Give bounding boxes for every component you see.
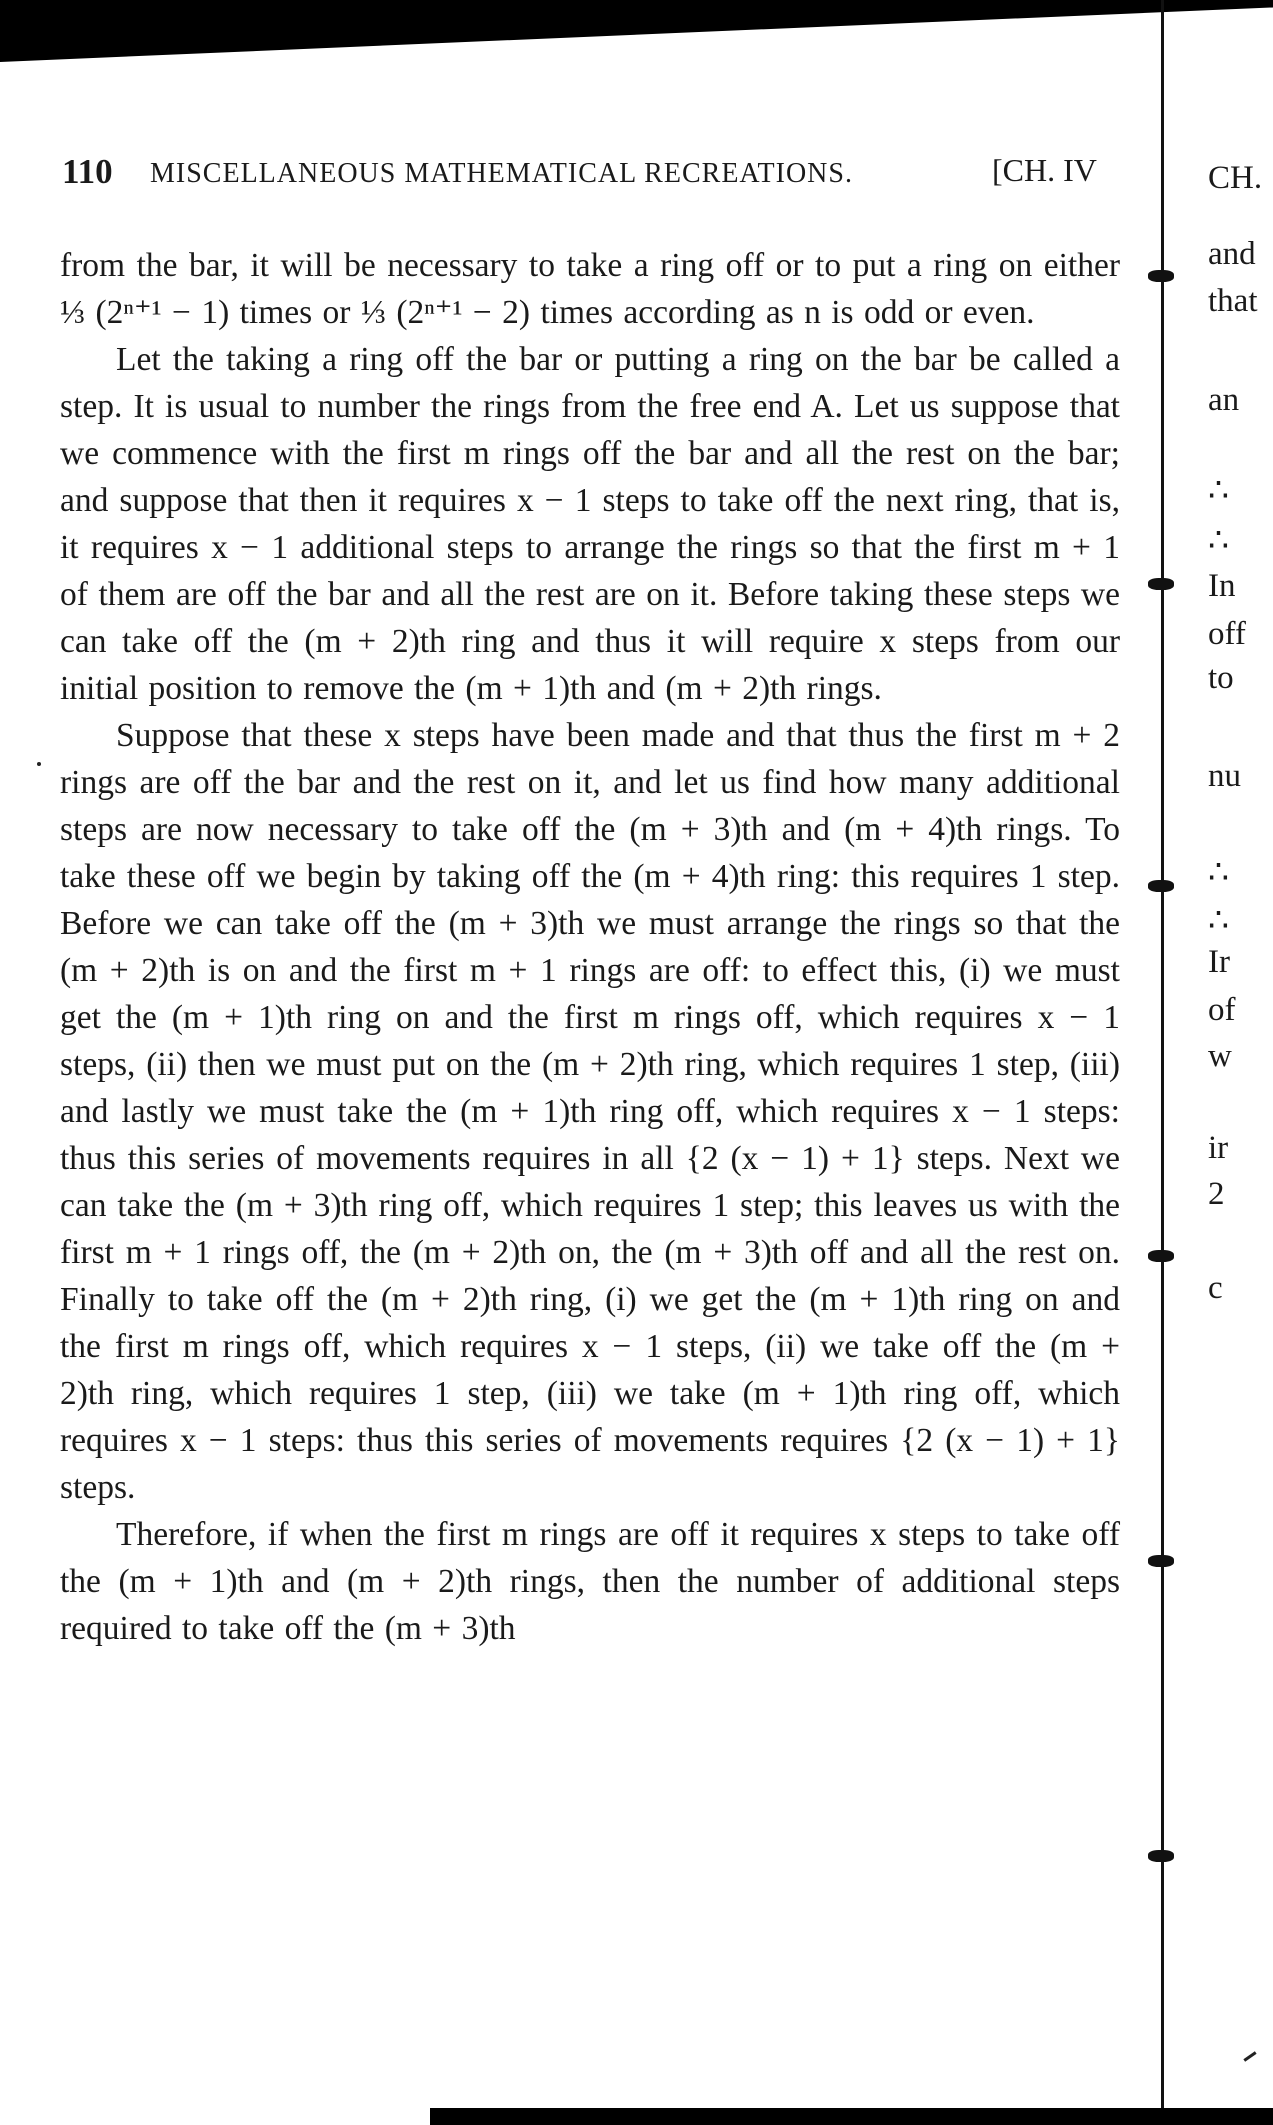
- body-text: [60, 242, 1120, 1652]
- running-title: MISCELLANEOUS MATHEMATICAL RECREATIONS.: [150, 158, 853, 189]
- facing-text: ∴: [1208, 855, 1229, 891]
- paragraph: Suppose that these x steps have been made and that thus the first m + 2 rings are off the bar and the rest on it, and let us find how many additional steps are now necessary to take off the (m + 3)th and (m + 4)th rings. To take these off we begin by taking off the (m + 4)th ring: this requires 1 step. Before we can take off the (m + 3)th we must arrange the rings so that the (m + 2)th is on and the first m + 1 rings are off: to effect this, (i) we must get the (m + 1)th ring on and the first m rings off, which requires x − 1 steps, (ii) then we must put on the (m + 2)th ring, which requires 1 step, (iii) and lastly we must take the (m + 1)th ring off, which requires x − 1 steps: thus this series of movements requires in all {2 (x − 1) + 1} steps. Next we can take the (m + 3)th ring off, which requires 1 step; this leaves us with the first m + 1 rings off, the (m + 2)th on, the (m + 3)th off and all the rest on. Finally to take off the (m + 2)th ring, (i) we get the (m + 1)th ring on and the first m rings off, which requires x − 1 steps, (ii) we take off the (m + 2)th ring, which requires 1 step, (iii) we take (m + 1)th ring off, which requires x − 1 steps: thus this series of movements requires {2 (x − 1) + 1} steps.: [60, 717, 1120, 1506]
- binding-thread-mark: [1148, 880, 1174, 892]
- facing-text: to: [1208, 660, 1234, 696]
- binding-thread-mark: [1148, 1850, 1174, 1862]
- book-gutter: [1158, 0, 1166, 2125]
- gutter-line: [1161, 0, 1164, 2125]
- chapter-reference: [CH. IV: [992, 152, 1097, 188]
- facing-text: ∴: [1208, 473, 1229, 509]
- page-header: [60, 150, 1120, 200]
- facing-text: of: [1208, 992, 1236, 1028]
- binding-thread-mark: [1148, 1250, 1174, 1262]
- paragraph: Therefore, if when the first m rings are off it requires x steps to take off the (m + 1)th and (m + 2)th rings, then the number of additional steps required to take off the (m + 3)th: [60, 1516, 1120, 1647]
- paragraph: from the bar, it will be necessary to take a ring off or to put a ring on either ⅓ (2ⁿ⁺¹ − 1) times or ⅓ (2ⁿ⁺¹ − 2) times according as n is odd or even.: [60, 247, 1120, 331]
- book-page: [60, 150, 1120, 1652]
- scan-speck: [37, 762, 41, 766]
- facing-text: 2: [1208, 1176, 1225, 1212]
- binding-thread-mark: [1148, 578, 1174, 590]
- scan-shadow-bottom: [430, 2108, 1273, 2125]
- facing-text: an: [1208, 382, 1240, 418]
- facing-text: and: [1208, 236, 1256, 272]
- scan-shadow-top: [0, 0, 1273, 62]
- facing-text: w: [1208, 1038, 1232, 1074]
- paragraph: Let the taking a ring off the bar or putting a ring on the bar be called a step. It is usual to number the rings from the free end A. Let us suppose that we commence with the first m rings off the bar and all the rest on the bar; and suppose that then it requires x − 1 steps to take off the next ring, that is, it requires x − 1 additional steps to arrange the rings so that the first m + 1 of them are off the bar and all the rest are on it. Before taking these steps we can take off the (m + 2)th ring and thus it will require x steps from our initial position to remove the (m + 1)th and (m + 2)th rings.: [60, 341, 1120, 707]
- binding-thread-mark: [1148, 270, 1174, 282]
- facing-text: In: [1208, 568, 1236, 604]
- facing-text: CH.: [1208, 160, 1263, 196]
- facing-text: ∴: [1208, 523, 1229, 559]
- binding-thread-mark: [1148, 1555, 1174, 1567]
- facing-text: ir: [1208, 1130, 1229, 1166]
- facing-text: that: [1208, 283, 1258, 319]
- facing-text: nu: [1208, 758, 1241, 794]
- facing-text: off: [1208, 616, 1246, 652]
- facing-page-fragment: [1190, 0, 1273, 2125]
- facing-text: ∴: [1208, 903, 1229, 939]
- facing-text: Ir: [1208, 944, 1230, 980]
- facing-text: c: [1208, 1270, 1223, 1306]
- page-number: 110: [62, 152, 113, 191]
